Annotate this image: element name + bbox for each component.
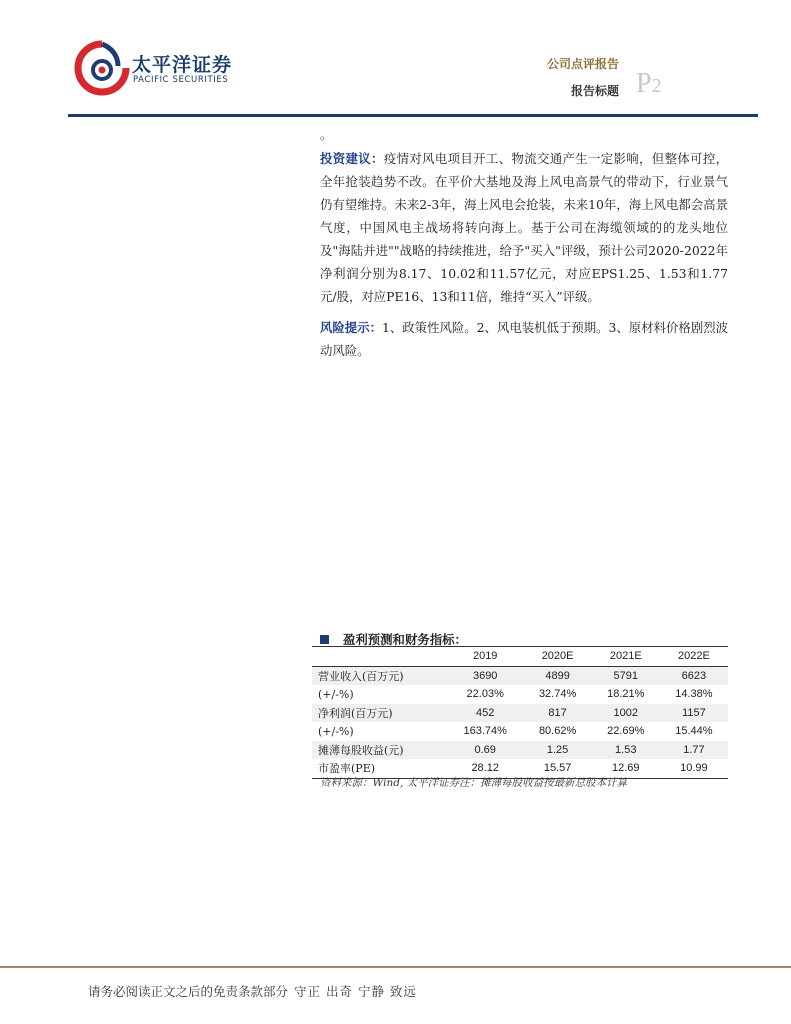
table-row bbox=[312, 741, 728, 760]
table-cell: 4899 bbox=[524, 666, 592, 685]
table-source-note: 资料来源：Wind, 太平洋证券注：摊薄每股收益按最新总股本计算 bbox=[320, 777, 628, 789]
investment-advice-paragraph bbox=[320, 147, 728, 308]
row-label: (+/-%) bbox=[318, 724, 354, 738]
table-cell: 1157 bbox=[660, 704, 728, 723]
table-row bbox=[312, 685, 728, 704]
table-cell: 1.53 bbox=[592, 741, 660, 760]
footer-disclaimer: 请务必阅读正文之后的免责条款部分 bbox=[88, 984, 289, 999]
table-header-cell: 2021E bbox=[592, 647, 660, 667]
table-cell: 14.38% bbox=[675, 688, 713, 701]
table-cell: 817 bbox=[524, 704, 592, 723]
row-label: 净利润(百万元) bbox=[312, 704, 447, 723]
lead-mark: 。 bbox=[320, 127, 333, 142]
table-cell: 1.77 bbox=[660, 741, 728, 760]
company-logo bbox=[74, 40, 234, 96]
row-label: (+/-%) bbox=[318, 687, 354, 701]
table-cell: 5791 bbox=[592, 666, 660, 685]
table-cell: 12.69 bbox=[592, 759, 660, 778]
table-cell: 18.21% bbox=[607, 688, 645, 701]
table-cell: 32.74% bbox=[538, 688, 577, 701]
table-cell: 28.12 bbox=[447, 759, 524, 778]
table-cell: 163.74% bbox=[463, 725, 507, 738]
table-row bbox=[312, 666, 728, 685]
footer-divider bbox=[0, 966, 791, 968]
table-cell: 22.03% bbox=[466, 688, 504, 701]
risk-text: 1、政策性风险。2、风电装机低于预期。3、原材料价格剧烈波动风险。 bbox=[320, 320, 729, 358]
financial-table bbox=[312, 646, 728, 779]
table-row bbox=[312, 722, 728, 741]
page-letter: P bbox=[636, 68, 652, 99]
table-header-cell bbox=[312, 647, 447, 667]
header-divider bbox=[68, 114, 758, 117]
report-body bbox=[320, 127, 728, 362]
table-cell: 0.69 bbox=[447, 741, 524, 760]
table-cell: 3690 bbox=[447, 666, 524, 685]
table-title-text: 盈利预测和财务指标： bbox=[343, 632, 467, 647]
advice-label: 投资建议： bbox=[320, 151, 384, 166]
table-row bbox=[312, 704, 728, 723]
table-header-cell: 2019 bbox=[447, 647, 524, 667]
report-title: 报告标题 bbox=[570, 84, 619, 98]
page-number bbox=[636, 68, 662, 100]
table-cell: 452 bbox=[447, 704, 524, 723]
risk-label: 风险提示： bbox=[320, 320, 382, 335]
footer bbox=[88, 982, 417, 1000]
table-header-cell: 2022E bbox=[660, 647, 728, 667]
table-cell: 1002 bbox=[592, 704, 660, 723]
row-label: 市盈率(PE) bbox=[312, 759, 447, 778]
table-cell: 1.25 bbox=[524, 741, 592, 760]
table-cell: 15.44% bbox=[675, 725, 713, 738]
table-header-cell: 2020E bbox=[524, 647, 592, 667]
table-header-row bbox=[312, 647, 728, 667]
table-cell: 22.69% bbox=[607, 725, 645, 738]
brand-name-cn: 太平洋证券 bbox=[132, 54, 233, 76]
table-cell: 15.57 bbox=[524, 759, 592, 778]
row-label: 摊薄每股收益(元) bbox=[312, 741, 447, 760]
report-type: 公司点评报告 bbox=[546, 57, 619, 71]
footer-motto: 守正 出奇 宁静 致远 bbox=[294, 984, 417, 999]
row-label: 营业收入(百万元) bbox=[312, 666, 447, 685]
page-digit: 2 bbox=[651, 75, 662, 97]
brand-name-en: PACIFIC SECURITIES bbox=[133, 75, 229, 85]
logo-emblem-icon bbox=[74, 40, 130, 96]
advice-text: 疫情对风电项目开工、物流交通产生一定影响，但整体可控，全年抢装趋势不改。在平价大基地及海上风电高景气的带动下，行业景气仍有望维持。未来2-3年，海上风电会抢装，未来10年，海上风电都会高景气度，中国风电主战场将转向海上。基于公司在海缆领域的的龙头地位及"海陆并进""战略的持续推进，给予"买入"评级，预计公司2020-2022年净利润分别为8.17、10.02和11.57亿元，对应EPS1.25、1.53和1.77元/股，对应PE16、13和11倍，维持“买入”评级。 bbox=[320, 151, 729, 304]
table-cell: 80.62% bbox=[538, 725, 577, 738]
table-cell: 6623 bbox=[660, 666, 728, 685]
square-bullet-icon bbox=[320, 635, 329, 644]
table-cell: 10.99 bbox=[660, 759, 728, 778]
risk-paragraph bbox=[320, 316, 728, 362]
